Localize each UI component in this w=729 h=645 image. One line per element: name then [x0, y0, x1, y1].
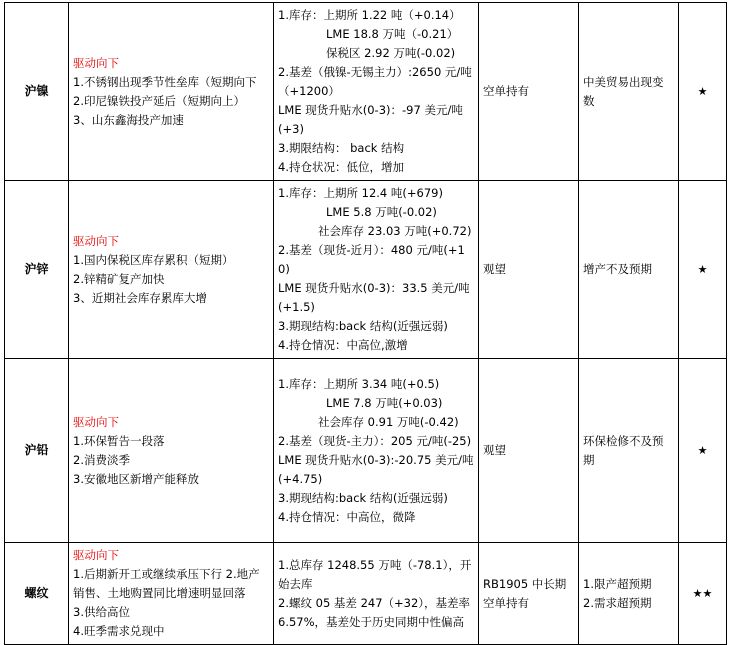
strategy-cell: RB1905 中长期空单持有 — [479, 543, 579, 645]
table-row-rebar — [5, 543, 727, 645]
fundamental-line: LME 7.8 万吨(+0.03) — [326, 395, 443, 410]
fundamental-line: 3.期现结构:back 结构(近强远弱) — [278, 490, 448, 505]
fundamental-line: 1.总库存 1248.55 万吨（-78.1），开始去库 — [278, 557, 472, 591]
driver-item: 1.不锈钢出现季节性垒库（短期向下 — [73, 74, 257, 89]
table-row-nickel — [5, 3, 727, 181]
strategy-cell: 空单持有 — [479, 3, 579, 181]
fundamental-line: LME 18.8 万吨（-0.21） — [326, 27, 459, 41]
driver-cell — [69, 543, 274, 645]
fundamental-line: 2.基差（现货-主力）：205 元/吨(-25) — [278, 433, 472, 448]
driver-title: 驱动向下 — [73, 55, 119, 70]
risk-cell: 1.限产超预期 2.需求超预期 — [579, 543, 679, 645]
fundamental-line: 2.基差（现货-近月）：480 元/吨(+10) — [278, 243, 465, 276]
driver-cell — [69, 181, 274, 359]
driver-item: 3.安徽地区新增产能释放 — [73, 471, 199, 486]
fundamental-line: LME 5.8 万吨(-0.02) — [326, 205, 437, 219]
risk-cell: 增产不及预期 — [579, 181, 679, 359]
driver-item: 1.后期新开工或继续承压下行 2.地产销售、土地购置同比增速明显回落 — [73, 567, 260, 600]
driver-item: 3、近期社会库存累库大增 — [73, 290, 207, 305]
risk-cell: 环保检修不及预期 — [579, 359, 679, 543]
risk-cell: 中美贸易出现变数 — [579, 3, 679, 181]
fundamental-line: 社会库存 23.03 万吨(+0.72) — [318, 224, 472, 238]
fundamental-line: 1.库存：上期所 3.34 吨(+0.5) — [278, 376, 440, 391]
fundamental-line: 1.库存：上期所 1.22 吨（+0.14） — [278, 8, 461, 22]
fundamentals-cell — [274, 181, 479, 359]
star-rating: ★ — [679, 359, 727, 543]
fundamental-line: 4.持仓情况：中高位，微降 — [278, 509, 416, 524]
fundamentals-cell — [274, 359, 479, 543]
driver-cell — [69, 3, 274, 181]
star-rating: ★ — [679, 3, 727, 181]
fundamental-line: 3.期现结构:back 结构(近强远弱) — [278, 319, 448, 333]
fundamental-line: 1.库存：上期所 12.4 吨(+679) — [278, 186, 443, 200]
table-row-zinc — [5, 181, 727, 359]
strategy-cell: 观望 — [479, 359, 579, 543]
commodity-name: 沪锌 — [5, 181, 69, 359]
star-rating: ★ — [679, 181, 727, 359]
fundamental-line: LME 现货升贴水(0-3)：33.5 美元/吨(+1.5) — [278, 281, 470, 314]
fundamentals-cell — [274, 3, 479, 181]
commodity-name: 沪镍 — [5, 3, 69, 181]
fundamental-line: 保税区 2.92 万吨(-0.02) — [326, 46, 456, 60]
driver-item: 3.供给高位 — [73, 605, 130, 619]
driver-item: 1.国内保税区库存累积（短期） — [73, 252, 234, 267]
driver-title: 驱动向下 — [73, 414, 119, 429]
fundamental-line: 2.基差（俄镍-无锡主力）:2650 元/吨（+1200） — [278, 65, 472, 98]
driver-cell — [69, 359, 274, 543]
driver-item: 2.锌精矿复产加快 — [73, 271, 165, 286]
commodity-analysis-table — [4, 2, 727, 645]
fundamentals-cell — [274, 543, 479, 645]
fundamental-line: 3.期限结构： back 结构 — [278, 141, 405, 155]
driver-item: 2.消费淡季 — [73, 452, 130, 467]
fundamental-line: 4.持仓状况：低位，增加 — [278, 160, 404, 174]
strategy-cell: 观望 — [479, 181, 579, 359]
driver-item: 3、山东鑫海投产加速 — [73, 112, 184, 127]
fundamental-line: 社会库存 0.91 万吨(-0.42) — [318, 414, 459, 429]
fundamental-line: 2.螺纹 05 基差 247（+32），基差率 6.57%，基差处于历史同期中性偏高 — [278, 595, 471, 629]
commodity-name: 螺纹 — [5, 543, 69, 645]
driver-title: 驱动向下 — [73, 548, 119, 562]
star-rating: ★★ — [679, 543, 727, 645]
fundamental-line: LME 现货升贴水(0-3):-20.75 美元/吨(+4.75) — [278, 452, 474, 486]
table-row-lead — [5, 359, 727, 543]
driver-item: 4.旺季需求兑现中 — [73, 624, 165, 638]
commodity-name: 沪铅 — [5, 359, 69, 543]
driver-item: 1.环保暂告一段落 — [73, 433, 165, 448]
driver-item: 2.印尼镍铁投产延后（短期向上） — [73, 93, 245, 108]
fundamental-line: LME 现货升贴水(0-3)：-97 美元/吨(+3) — [278, 103, 463, 136]
driver-title: 驱动向下 — [73, 233, 119, 248]
fundamental-line: 4.持仓情况：中高位,激增 — [278, 338, 408, 352]
